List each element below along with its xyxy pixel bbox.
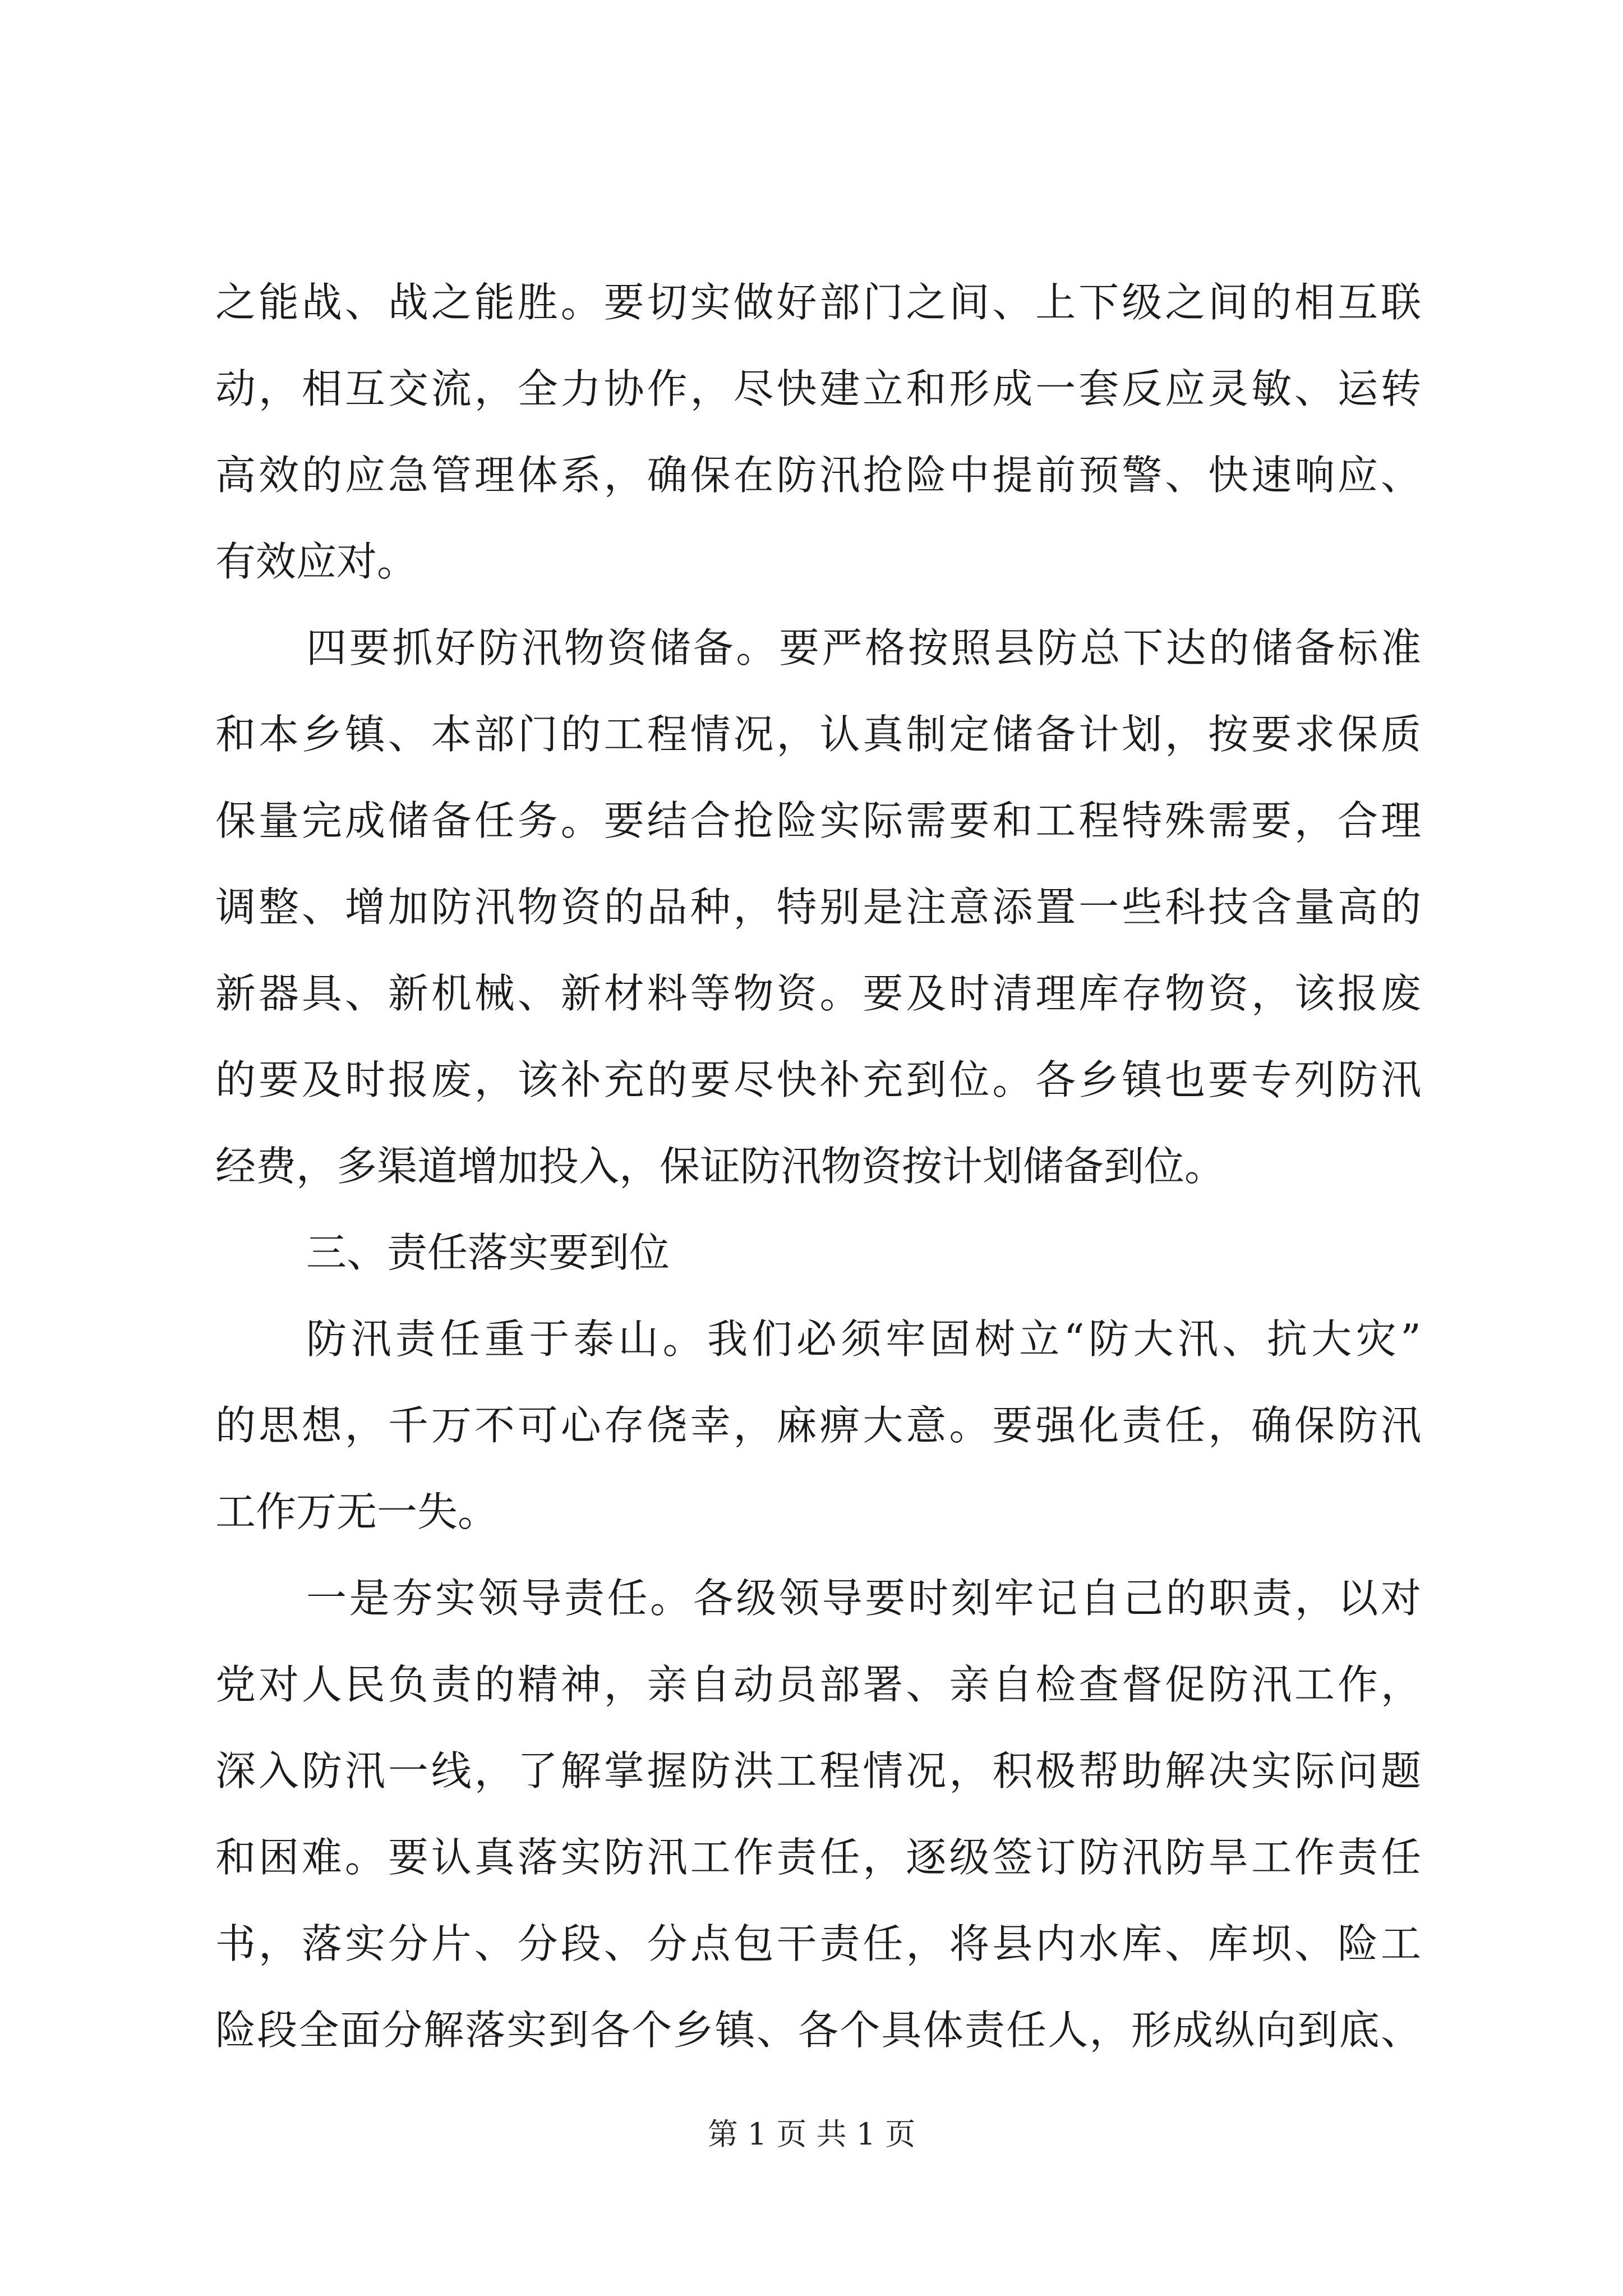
text-line: 调整、增加防汛物资的品种，特别是注意添置一些科技含量高的 <box>215 884 1421 931</box>
text-line: 新器具、新机械、新材料等物资。要及时清理库存物资，该报废 <box>215 970 1421 1017</box>
text-line: 保量完成储备任务。要结合抢险实际需要和工程特殊需要，合理 <box>215 797 1421 844</box>
document-body <box>215 259 1421 2073</box>
text-line: 工作万无一失。 <box>215 1488 499 1535</box>
text-line: 和本乡镇、本部门的工程情况，认真制定储备计划，按要求保质 <box>215 711 1421 758</box>
text-line: 有效应对。 <box>215 538 418 585</box>
text-line: 险段全面分解落实到各个乡镇、各个具体责任人，形成纵向到底、 <box>215 2007 1421 2054</box>
text-line: 书，落实分片、分段、分点包干责任，将县内水库、库坝、险工 <box>215 1920 1421 1967</box>
page-footer <box>0 2115 1623 2154</box>
text-line: 党对人民负责的精神，亲自动员部署、亲自检查督促防汛工作， <box>215 1661 1421 1708</box>
text-line: 四要抓好防汛物资储备。要严格按照县防总下达的储备标准 <box>306 624 1421 671</box>
text-line: 动，相互交流，全力协作，尽快建立和形成一套反应灵敏、运转 <box>215 365 1421 412</box>
text-line: 防汛责任重于泰山。我们必须牢固树立“防大汛、抗大灾” <box>306 1315 1421 1363</box>
text-line: 经费，多渠道增加投入，保证防汛物资按计划储备到位。 <box>215 1143 1225 1190</box>
text-line: 和困难。要认真落实防汛工作责任，逐级签订防汛防旱工作责任 <box>215 1834 1421 1881</box>
text-line: 深入防汛一线，了解掌握防洪工程情况，积极帮助解决实际问题 <box>215 1747 1421 1795</box>
text-line: 高效的应急管理体系，确保在防汛抢险中提前预警、快速响应、 <box>215 452 1421 499</box>
section-heading: 三、责任落实要到位 <box>306 1229 670 1276</box>
page-number-label: 第 1 页 共 1 页 <box>707 2116 916 2152</box>
text-line: 的要及时报废，该补充的要尽快补充到位。各乡镇也要专列防汛 <box>215 1056 1421 1103</box>
text-line: 一是夯实领导责任。各级领导要时刻牢记自己的职责，以对 <box>306 1575 1421 1622</box>
text-line: 的思想，千万不可心存侥幸，麻痹大意。要强化责任，确保防汛 <box>215 1402 1421 1449</box>
text-line: 之能战、战之能胜。要切实做好部门之间、上下级之间的相互联 <box>215 279 1421 326</box>
